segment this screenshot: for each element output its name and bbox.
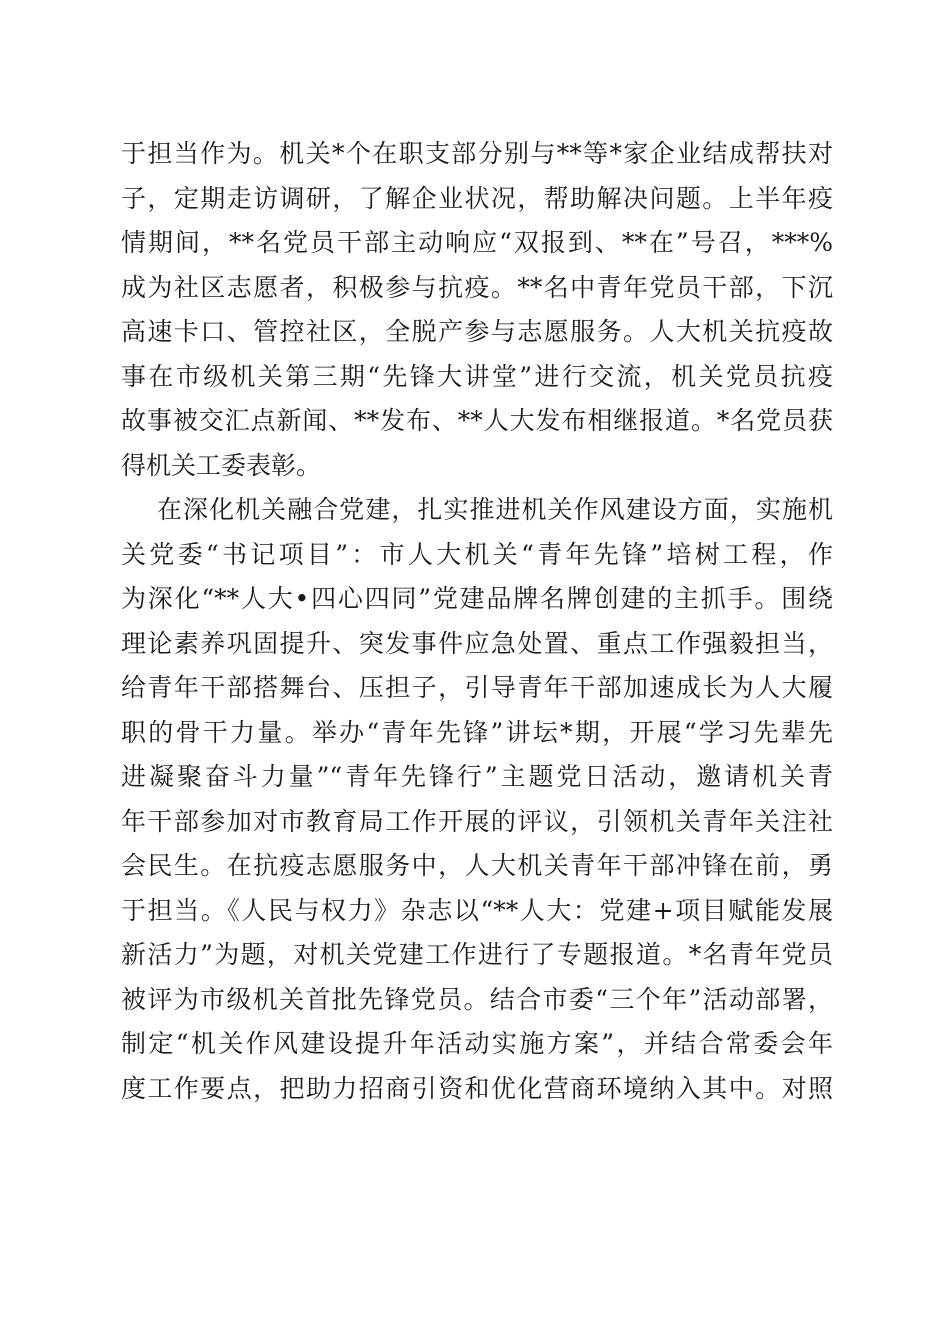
text-line: 度工作要点，把助力招商引资和优化营商环境纳入其中。对照 <box>121 1073 833 1103</box>
text-line: 进凝聚奋斗力量”“青年先锋行”主题党日活动，邀请机关青 <box>121 762 833 791</box>
text-line: 会民生。在抗疫志愿服务中，人大机关青年干部冲锋在前，勇 <box>121 851 833 880</box>
text-line: 于担当。《人民与权力》杂志以“**人大：党建+项目赋能发展 <box>121 895 833 925</box>
text-line: 事在市级机关第三期“先锋大讲堂”进行交流，机关党员抗疫 <box>121 361 833 391</box>
paragraph-1 <box>121 132 833 488</box>
text-line: 成为社区志愿者，积极参与抗疫。**名中青年党员干部，下沉 <box>121 272 833 302</box>
text-line: 于担当作为。机关*个在职支部分别与**等*家企业结成帮扶对 <box>121 139 833 168</box>
text-line: 高速卡口、管控社区，全脱产参与志愿服务。人大机关抗疫故 <box>121 317 833 346</box>
paragraph-2 <box>121 488 833 1111</box>
text-line: 关党委“书记项目”：市人大机关“青年先锋”培树工程，作 <box>121 539 833 569</box>
text-line: 给青年干部搭舞台、压担子，引导青年干部加速成长为人大履 <box>121 673 833 702</box>
text-line: 被评为市级机关首批先锋党员。结合市委“三个年”活动部署， <box>121 984 833 1014</box>
text-line: 子，定期走访调研，了解企业状况，帮助解决问题。上半年疫 <box>121 183 833 213</box>
text-line: 制定“机关作风建设提升年活动实施方案”，并结合常委会年 <box>121 1029 833 1058</box>
text-line: 年干部参加对市教育局工作开展的评议，引领机关青年关注社 <box>121 806 833 836</box>
text-line: 新活力”为题，对机关党建工作进行了专题报道。*名青年党员 <box>121 940 833 969</box>
text-line: 理论素养巩固提升、突发事件应急处置、重点工作强毅担当， <box>121 628 833 658</box>
text-line: 在深化机关融合党建，扎实推进机关作风建设方面，实施机 <box>157 495 833 524</box>
document-body <box>121 132 833 1111</box>
text-line: 情期间，**名党员干部主动响应“双报到、**在”号召，***% <box>121 228 833 257</box>
text-line: 故事被交汇点新闻、**发布、**人大发布相继报道。*名党员获 <box>121 406 833 435</box>
text-line: 职的骨干力量。举办“青年先锋”讲坛*期，开展“学习先辈先 <box>121 717 833 747</box>
text-line: 为深化“**人大•四心四同”党建品牌名牌创建的主抓手。围绕 <box>121 584 833 613</box>
text-line: 得机关工委表彰。 <box>121 450 322 480</box>
